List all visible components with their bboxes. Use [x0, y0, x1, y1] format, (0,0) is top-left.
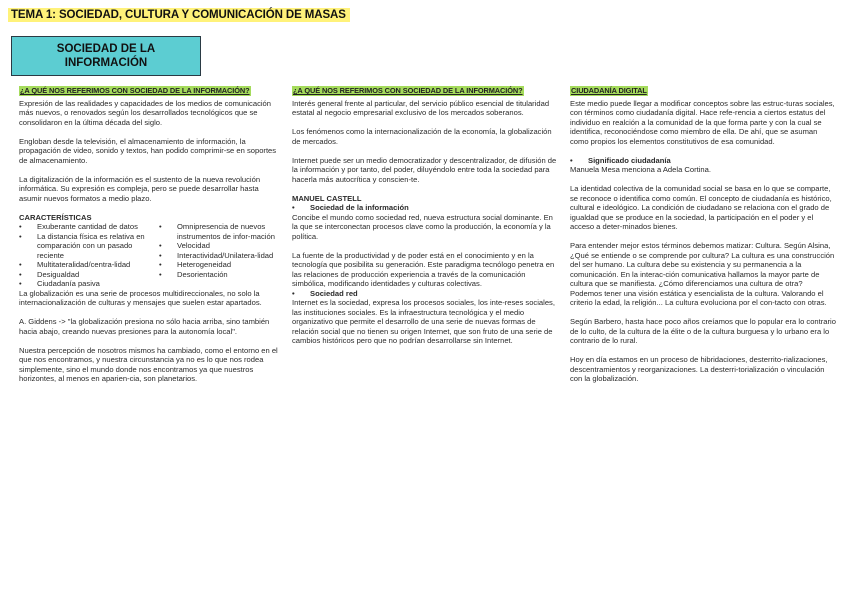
characteristics-title: CARACTERÍSTICAS [19, 212, 92, 222]
col1-paragraph-3: La digitalización de la información es el sustento de la nueva revolución informática. Su expresión es compleja, pero se puede desarrollar hasta asumir nuevos formatos a medio plazo. [19, 174, 261, 203]
list-item: • Velocidad [159, 241, 281, 251]
list-item: • Multitateralidad/centra-lidad [19, 260, 159, 270]
list-item: • Desorientación [159, 270, 281, 280]
characteristics-list [19, 222, 281, 289]
col2-paragraph-1: Interés general frente al particular, del servicio público esencial de titularidad estatal al negocio empresarial exclusivo de los mercados soberanos. [292, 98, 550, 117]
col3-paragraph-1: Este medio puede llegar a modificar conceptos sobre las estruc-turas sociales, con términos como ciudadanía digital. Hace refe-rencia a ciertos estatus del individuo en realción a la comunidad de la que forma parte y con la cual se identifica, reconociéndose como miembro de ella. De ahí, que se asuman como propios los elementos constitutivos de esa comunidad. [570, 98, 835, 146]
col1-paragraph-6: Nuestra percepción de nosotros mismos ha cambiado, como el entorno en el que nos encontramos, y nuestra circunstancia ya no es lo que nos rodea simplemente, sino el mundo donde nos encontramos ya que nuestros horizontes, al menos en aparien-cia, son planetarios. [19, 345, 278, 383]
list-item: • Omnipresencia de nuevos instrumentos de infor-mación [159, 222, 281, 241]
col2-paragraph-2: Los fenómenos como la internacionalización de la economía, la globalización de mercados. [292, 127, 552, 146]
list-item: • Ciudadanía pasiva [19, 279, 159, 289]
column-1-heading: ¿A QUÉ NOS REFERIMOS CON SOCIEDAD DE LA INFORMACIÓN? [20, 86, 250, 95]
col3-paragraph-5: Según Barbero, hasta hace poco años creíamos que lo popular era lo contrario de lo culto, de la cultura de la élite o de la cultura burguesa y lo urbano era lo contrario de lo rural. [570, 317, 836, 345]
list-item: • La distancia física es relativa en comparación con un pasado reciente [19, 232, 159, 261]
author-heading: MANUEL CASTELL [292, 193, 362, 203]
col1-paragraph-5: A. Giddens -> "la globalización presiona no sólo hacia arriba, sino también hacia abajo, creando nuevas presiones para la autonomía local". [19, 317, 270, 336]
col2-paragraph-5: La fuente de la productividad y de poder está en el conocimiento y en la tecnología que posibilita su generación. Este paradigma tecnólogo penetra en las relaciones de producción experiencia a través de la comunicación simbólica, modificando identidades y culturas colectivas. [292, 250, 555, 288]
list-item: • Exuberante cantidad de datos [19, 222, 159, 232]
column-3 [570, 86, 836, 393]
column-2-heading: ¿A QUÉ NOS REFERIMOS CON SOCIEDAD DE LA INFORMACIÓN? [293, 86, 523, 95]
list-item: • Interactividad/Unilatera-lidad [159, 251, 281, 261]
section-title-box: SOCIEDAD DE LA INFORMACIÓN [11, 36, 201, 76]
list-item: • Desigualdad [19, 270, 159, 280]
col3-paragraph-2: Manuela Mesa menciona a Adela Cortina. [570, 165, 711, 174]
col3-paragraph-6: Hoy en día estamos en un proceso de hibridaciones, desterrito-rializaciones, descentramientos y reorganizaciones. La desterri-torialización o vinculación con la globalización. [570, 355, 828, 383]
col1-paragraph-1: Expresión de las realidades y capacidades de los medios de comunicación más nuevos, o renovados según los desarrollados tecnológicos que se consolidaron en la última década del siglo. [19, 98, 272, 127]
col1-paragraph-4: La globalización es una serie de procesos multidireccionales, no solo la internacionalización de culturas y mensajes que suelen estar apartados. [19, 288, 262, 307]
column-3-heading: CIUDADANÍA DIGITAL [571, 86, 647, 95]
list-item: • Heterogeneidad [159, 260, 281, 270]
characteristics-right [159, 222, 281, 289]
bullet-sociedad-red: • Sociedad red [292, 289, 558, 299]
col1-paragraph-2: Engloban desde la televisión, el almacenamiento de información, la propagación de video, sonido y textos, han podido comprimir-se en soportes de almacenamiento. [19, 136, 277, 165]
bullet-sociedad-informacion: • Sociedad de la información [292, 203, 558, 213]
bullet-significado-ciudadania: • Significado ciudadanía [570, 156, 836, 166]
characteristics-left [19, 222, 159, 289]
page-title: TEMA 1: SOCIEDAD, CULTURA Y COMUNICACIÓN DE MASAS [8, 8, 350, 22]
column-2 [292, 86, 558, 355]
col2-paragraph-6: Internet es la sociedad, expresa los procesos sociales, los inte-reses sociales, las instituciones sociales. Es la infraestructura tecnológica y el medio organizativo que permite el desarrollo de una serie de nuevas formas de relación social que no tienen su origen Internet, que son fruto de una serie de cambios históricos pero que no podrían desarrollarse sin Internet. [292, 298, 555, 345]
col3-paragraph-4: Para entender mejor estos términos debemos matizar: Cultura. Según Alsina, ¿Qué se entiende o se comprende por cultura? La cultura es una construcción del ser humano. La cultura debe su existencia y su permanencia a la comunicación. En la interac-ción comunicativa hallamos la mayor parte de cultura que se manifiesta. ¿Cómo diferenciamos una cultura de otra? Podemos tener una visión estática y esencialista de la cultura. Valorando el criterio la edad, la religión... La cultura evoluciona por el con-tacto con otras. [570, 241, 835, 307]
col2-paragraph-3: Internet puede ser un medio democratizador y descentralizador, de difusión de la información y por tanto, del poder, diluyéndolo entre toda la sociedad para hacerla más autocrítica y conscien-te. [292, 155, 557, 184]
col3-paragraph-3: La identidad colectiva de la comunidad social se basa en lo que se comparte, se reconoce o identifica como común. El concepto de ciudadanía es histórico, cultural e ideológico. La condición de ciudadano se relaciona con el grado de igualdad que se produce en la sociedad, la participación en el poder y el acceso a deter-minados bienes. [570, 184, 832, 231]
column-1 [19, 86, 281, 393]
col2-paragraph-4: Concibe el mundo como sociedad red, nueva estructura social dominante. En la que se interconectan procesos clave como la producción, la economía y la política. [292, 212, 553, 241]
